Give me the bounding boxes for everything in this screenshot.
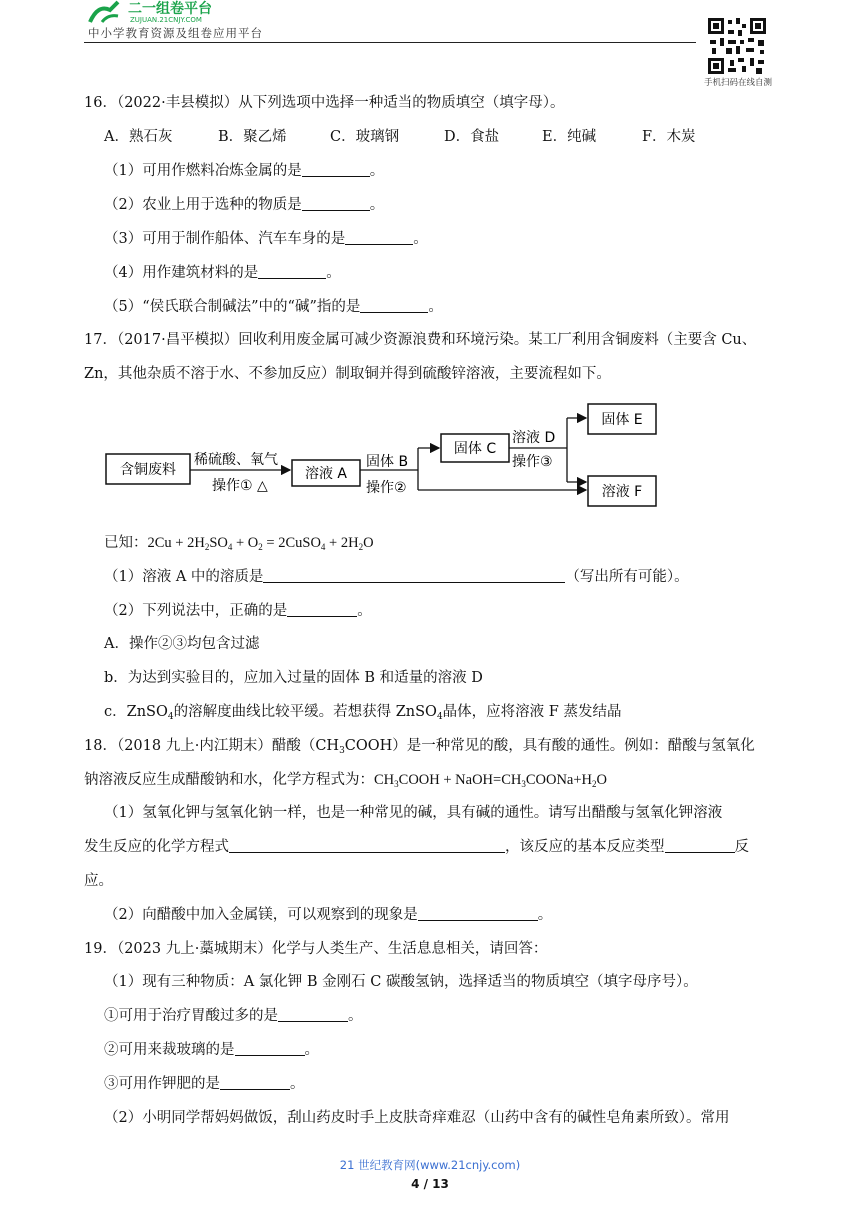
period: 。 — [413, 231, 428, 247]
q16-option-a: A．熟石灰 — [104, 129, 173, 145]
q17-sub2-text: （2）下列说法中，正确的是 — [104, 603, 288, 619]
box-e-label: 固体 E — [601, 412, 643, 428]
q17-option-c: c．ZnSO$_4$的溶解度曲线比较平缓。若想获得 ZnSO$_4$晶体，应将溶液 F 蒸发结晶 — [104, 704, 622, 722]
qr-code — [706, 16, 768, 76]
q18-sub1-line3: 应。 — [84, 873, 113, 889]
period: 。 — [537, 907, 553, 923]
q18-equation: $CH_3COOH$ + $NaOH=CH_3COONa+H_2O$ — [374, 772, 607, 789]
answer-blank[interactable] — [278, 1007, 348, 1022]
q19-item3-text: ③可用作钾肥的是 — [104, 1076, 220, 1092]
arrow-2-top: 固体 B — [366, 454, 409, 470]
q16-option-c: C．玻璃钢 — [330, 129, 400, 145]
q18-title-p1: 18．（2018 九上·内江期末）醋酸（CH — [84, 738, 340, 754]
q19-title: 19．（2023 九上·藁城期末）化学与人类生产、生活息息相关，请回答： — [84, 941, 548, 957]
period: 。 — [304, 1042, 319, 1058]
q16-sub3-text: （3）可用于制作船体、汽车车身的是 — [104, 231, 346, 247]
answer-blank[interactable] — [302, 162, 370, 177]
q19-item2-text: ②可用来裁玻璃的是 — [104, 1042, 235, 1058]
period: 。 — [290, 1076, 305, 1092]
q17-option-b: b．为达到实验目的，应加入过量的固体 B 和适量的溶液 D — [104, 670, 483, 686]
arrow-2-bottom: 操作② — [366, 480, 407, 496]
q18-sub1-line2 — [84, 835, 749, 856]
q16-sub2 — [104, 193, 384, 214]
header-divider — [84, 42, 696, 43]
page-number: 4 / 13 — [411, 1177, 449, 1191]
answer-blank[interactable] — [229, 838, 505, 853]
flow-diagram — [100, 398, 670, 510]
period: 。 — [348, 1008, 363, 1024]
box-f-label: 溶液 F — [601, 484, 643, 500]
q17-option-c-p1: c．ZnSO — [104, 704, 168, 720]
answer-blank[interactable] — [235, 1041, 305, 1056]
q18-line2-text: 钠溶液反应生成醋酸钠和水，化学方程式为： — [84, 772, 374, 788]
q16-option-e: E．纯碱 — [542, 129, 597, 145]
svg-text:ZUJUAN.21CNJY.COM: ZUJUAN.21CNJY.COM — [130, 16, 202, 24]
q19-sub2: （2）小明同学帮妈妈做饭，刮山药皮时手上皮肤奇痒难忍（山药中含有的碱性皂角素所致）。常用 — [104, 1110, 730, 1126]
q16-sub4-text: （4）用作建筑材料的是 — [104, 265, 259, 281]
box-start-label: 含铜废料 — [120, 462, 176, 478]
site-logo — [88, 0, 268, 24]
answer-blank[interactable] — [345, 230, 413, 245]
q17-sub1-note: （写出所有可能）。 — [565, 569, 689, 585]
q18-title-p2: COOH）是一种常见的酸，具有酸的通性。例如：醋酸与氢氧化 — [344, 738, 755, 754]
q17-sub1-text: （1）溶液 A 中的溶质是 — [104, 569, 264, 585]
answer-blank[interactable] — [258, 264, 326, 279]
q17-option-c-p2: 的溶解度曲线比较平缓。若想获得 ZnSO — [173, 704, 437, 720]
answer-blank[interactable] — [302, 196, 370, 211]
known-label: 已知： — [104, 535, 148, 551]
period: 。 — [428, 299, 443, 315]
q18-sub1-line1: （1）氢氧化钾与氢氧化钠一样，也是一种常见的碱，具有碱的通性。请写出醋酸与氢氧化钾溶液 — [104, 805, 723, 821]
q16-options — [104, 125, 696, 146]
q17-known — [104, 531, 374, 552]
q19-item2 — [104, 1038, 319, 1059]
period: 。 — [326, 265, 341, 281]
q18-sub1-text3: 反 — [734, 839, 749, 855]
q16-sub5 — [104, 295, 443, 316]
q16-sub1 — [104, 159, 384, 180]
q16-sub1-text: （1）可用作燃料冶炼金属的是 — [104, 163, 302, 179]
q17-title-line2: Zn，其他杂质不溶于水、不参加反应）制取铜并得到硫酸锌溶液，主要流程如下。 — [84, 366, 611, 382]
q18-title: 18．（2018 九上·内江期末）醋酸$(CH_3COOH)$是一种常见的酸，具有酸的通性。例如：醋酸与氢氧化 — [84, 738, 755, 756]
arrow-3-top: 溶液 D — [512, 430, 556, 446]
answer-blank[interactable] — [287, 602, 357, 617]
q18-sub2-text: （2）向醋酸中加入金属镁，可以观察到的现象是 — [104, 907, 418, 923]
q19-item1-text: ①可用于治疗胃酸过多的是 — [104, 1008, 278, 1024]
q16-option-f: F．木炭 — [642, 129, 696, 145]
known-equation: $2Cu + 2H_2SO_4 + O_2$ = 2CuSO$_4$ + $2H_2O$ — [147, 535, 374, 552]
answer-blank[interactable] — [665, 838, 735, 853]
box-c-label: 固体 C — [453, 441, 497, 457]
period: 。 — [369, 197, 385, 213]
period: 。 — [369, 163, 385, 179]
q17-sub2 — [104, 599, 372, 620]
q16-sub5-text: （5）“侯氏联合制碱法”中的“碱”指的是 — [104, 299, 361, 315]
arrow-1-bottom: 操作① △ — [212, 478, 268, 494]
q16-option-d: D．食盐 — [444, 129, 500, 145]
q16-title: 16．（2022·丰县模拟）从下列选项中选择一种适当的物质填空（填字母）。 — [84, 95, 565, 111]
answer-blank[interactable] — [360, 298, 428, 313]
period: 。 — [357, 603, 372, 619]
q19-item3 — [104, 1072, 305, 1093]
q18-sub1-text: 发生反应的化学方程式 — [84, 839, 229, 855]
q16-sub3 — [104, 227, 428, 248]
q19-sub1: （1）现有三种物质：A 氯化钾 B 金刚石 C 碳酸氢钠，选择适当的物质填空（填字母序号）。 — [104, 974, 698, 990]
answer-blank[interactable] — [263, 568, 565, 583]
q19-item1 — [104, 1004, 363, 1025]
q16-sub4 — [104, 261, 341, 282]
header-subtitle: 中小学教育资源及组卷应用平台 — [88, 26, 263, 40]
box-a-label: 溶液 A — [304, 466, 348, 482]
arrow-1-top: 稀硫酸、氧气 — [194, 452, 278, 468]
svg-text:二一组卷平台: 二一组卷平台 — [128, 1, 212, 17]
qr-caption: 手机扫码在线自测 — [703, 78, 772, 88]
q17-sub1 — [104, 565, 689, 586]
q18-sub1-text2: ，该反应的基本反应类型 — [505, 839, 665, 855]
q18-sub2 — [104, 903, 552, 924]
footer-site-link[interactable]: 21 世纪教育网(www.21cnjy.com) — [339, 1158, 521, 1172]
q16-sub2-text: （2）农业上用于选种的物质是 — [104, 197, 302, 213]
q17-option-c-p3: 晶体，应将溶液 F 蒸发结晶 — [442, 704, 622, 720]
answer-blank[interactable] — [220, 1075, 290, 1090]
arrow-3-bottom: 操作③ — [512, 454, 553, 470]
q17-title-line1: 17．（2017·昌平模拟）回收利用废金属可减少资源浪费和环境污染。某工厂利用含铜废料（主要含 Cu、 — [84, 332, 757, 348]
answer-blank[interactable] — [418, 906, 538, 921]
q17-option-a: A．操作②③均包含过滤 — [104, 636, 260, 652]
q18-line2 — [84, 768, 607, 789]
q16-option-b: B．聚乙烯 — [218, 129, 287, 145]
